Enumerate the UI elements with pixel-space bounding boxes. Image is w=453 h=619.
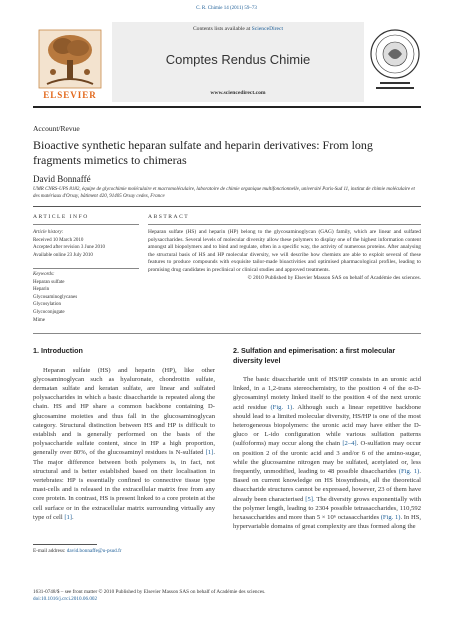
abstract-body [148, 229, 421, 282]
article-title: Bioactive synthetic heparan sulfate and heparin derivatives: From long fragments mimetics to chimeras [33, 138, 373, 167]
email-label: E-mail address: [33, 548, 67, 554]
introduction-heading: 1. Introduction [33, 346, 83, 355]
keyword: Glycosylation [33, 302, 62, 308]
text-run: . Based on current knowledge on HS biosynthesis, all the theoretical disaccharide structures cannot be expressed, however, 23 of them have already been characterised [233, 468, 422, 503]
text-run: . [72, 513, 74, 521]
contents-prefix: Contents lists available at [192, 26, 252, 32]
keywords-rule [33, 268, 139, 269]
journal-homepage[interactable] [112, 90, 364, 96]
keywords-list [33, 271, 139, 324]
running-header: C. R. Chimie 14 (2011) 59–73 [196, 6, 257, 11]
section-2-paragraph [233, 375, 421, 531]
text-run: . O-sulfation may occur on position 2 of the uronic acid and 3 and/or 6 of the amino-sugar, while the glucosamine nitrogen may be sulfated, acetylated or, less frequently, unmodified, leading to 48 possible disaccharides [233, 440, 421, 476]
figure-link[interactable]: (Fig. 1) [270, 403, 293, 411]
abstract-rule [148, 224, 421, 225]
info-rule [33, 206, 421, 207]
article-history [33, 229, 139, 259]
abstract-heading: ABSTRACT [148, 214, 190, 220]
keywords-label: Keywords: [33, 272, 55, 277]
sciencedirect-link[interactable]: ScienceDirect [251, 26, 284, 32]
text-run: The basic disaccharide unit of HS/HP consists in an uronic acid linked, in a 1,2-trans stereochemistry, to the position 4 of the α-D-glycosaminyl moiety linked itself to the position 4 of the next uronic acid residue [233, 376, 421, 411]
elsevier-tree-logo [33, 28, 107, 90]
header-rule [33, 106, 421, 108]
abstract-copyright: © 2010 Published by Elsevier Masson SAS on behalf of Académie des sciences. [247, 274, 421, 281]
reference-link[interactable]: [1] [64, 513, 73, 521]
keyword: Heparan sulfate [33, 279, 65, 285]
keyword: Glycosaminoglycanes [33, 294, 78, 300]
figure-link[interactable]: (Fig. 1) [380, 514, 401, 522]
homepage-url[interactable]: www.sciencedirect.com [210, 90, 266, 96]
reference-link[interactable]: [1] [205, 449, 214, 457]
keyword: Glycoconjugate [33, 309, 65, 315]
history-accepted: Accepted after revision 3 June 2010 [33, 245, 106, 251]
issn-footer [33, 589, 265, 603]
author-email [33, 548, 122, 554]
doi-link[interactable]: doi:10.1016/j.crci.2010.06.002 [33, 596, 98, 602]
section-label: Account/Revue [33, 124, 80, 133]
article-info-heading: ARTICLE INFO [33, 214, 89, 220]
academie-seal-logo [368, 24, 422, 94]
text-run: . In HS, hypervariable domains of great complexity are thus formed along the [233, 514, 422, 531]
history-received: Received 10 March 2010 [33, 237, 84, 243]
history-label: Article history: [33, 230, 64, 235]
article-info-rule [33, 224, 139, 225]
text-run: . The diversity grows exponentially with the polymer length, leading to 2304 possible tetrasaccharides, 110,592 hexasaccharides and more than 5 × 10⁶ octasaccharides [233, 495, 421, 522]
figure-link[interactable]: (Fig. 1) [398, 468, 420, 476]
text-run: . The major difference between both polymers is, in fact, not structural and is better established based on their localisation in vertebrates: HP is essentially confined to connective tissue type mast-cells and is released in the extracellular matrix free from any core protein. In contrast, HS is present linked to a core protein at the cell surface or in the extracellular matrix surrounding virtually any type of cell [33, 449, 215, 521]
text-run: Heparan sulfate (HS) and heparin (HP), like other glycosaminoglycan such as hyaluronate, chondroitin sulfate, dermatan sulfate and keratan sulfate, are linear and sulfated polysaccharides in which a basic disaccharide is repeated along the chain. HS and HP share a common backbone containing D-glucosamine moieties and thus fall in the glucosaminoglycan category. Structural distinction between HS and HP is difficult to establish and is generally performed on the basis of the polysaccharide sulfate content, since in HP a high proportion, generally over 80%, of the glucosaminyl residues is N-sulfated [33, 366, 215, 457]
reference-link[interactable]: [5] [305, 495, 313, 503]
keyword: Mime [33, 317, 45, 323]
publisher-name: ELSEVIER [43, 90, 97, 100]
text-run: . Although such a linear repetitive backbone should lead to a limited molecular diversity, HS/HP is one of the most heterogeneous biopolymers: the uronic acid may have either the D-gluco or L-ido configuration while various sulfation patterns (sulfoforms) may occur along the chain [233, 403, 422, 448]
body-rule [33, 333, 421, 334]
email-link[interactable]: david.bonnaffe@u-psud.fr [66, 548, 122, 554]
right-column [233, 346, 421, 531]
history-online: Available online 23 July 2010 [33, 252, 93, 258]
journal-title: Comptes Rendus Chimie [165, 52, 311, 67]
keyword: Heparin [33, 287, 50, 293]
author-name: David Bonnaffé [33, 174, 91, 184]
left-column [33, 346, 215, 522]
section-2-heading: 2. Sulfation and epimerisation: a first molecular diversity level [233, 346, 396, 365]
abstract-text: Heparan sulfate (HS) and heparin (HP) belong to the glycosaminoglycan (GAG) family, which are linear and sulfated polysaccharides. Several levels of molecular diversity allow these polymers to display one of the highest information content amongst all biopolymers and to bind and regulate, often in a specific way, the activity of numerous proteins. After analysing the structural basis of HS and HP molecular diversity, we will describe how chemists are able to exploit several of these features to produce compounds with exquisite tailor-made bioactivities and optimised pharmacological profiles, leading to promising drug candidates in preclinical or clinical studies and approved treatments. [148, 229, 421, 273]
issn-line: 1631-0748/$ – see front matter © 2010 Published by Elsevier Masson SAS on behalf of Académie des sciences. [33, 589, 266, 595]
introduction-paragraph [33, 366, 215, 522]
author-affiliation: UMR CNRS-UPS 8182, équipe de glycochimie moléculaire et macromoléculaire, laboratoire de chimie organique multifonctionnelle, université Paris-Sud 11, institut de chimie moléculaire et des matériaux d'Orsay, bâtiment 420, 91405 Orsay cedex, France [33, 187, 415, 199]
reference-link[interactable]: [2–4] [342, 440, 357, 448]
contents-line [112, 26, 364, 32]
footnote-rule [33, 544, 97, 545]
